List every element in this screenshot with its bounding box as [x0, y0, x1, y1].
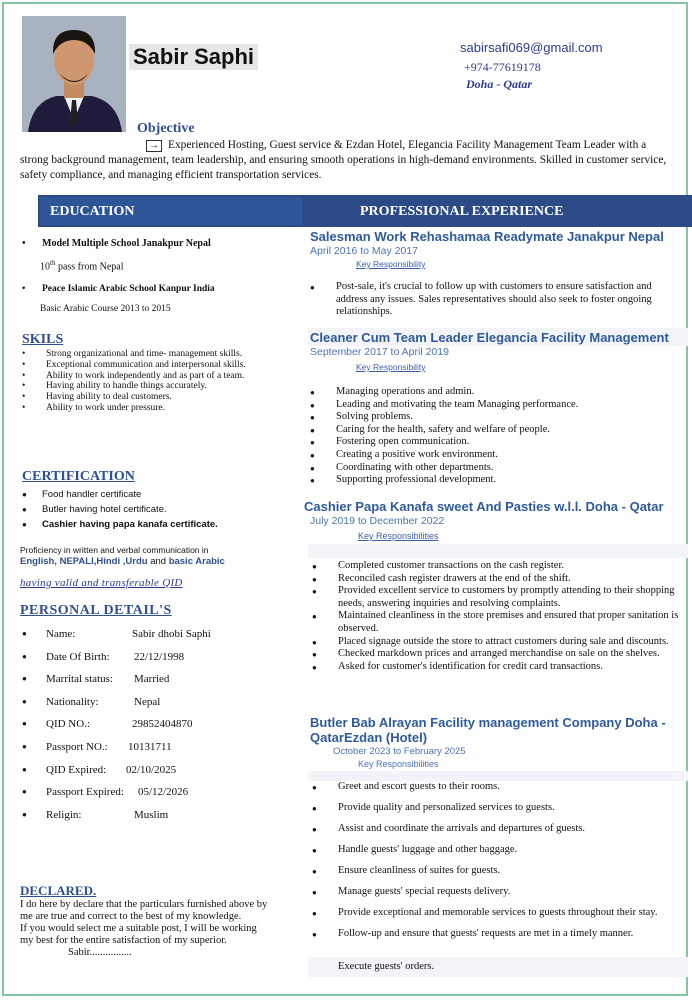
duty-item: ● Post-sale, it's crucial to follow up with customers to ensure satisfaction and address any issues. Sales representatives should also seek to foster ongoing relationships. [310, 281, 682, 319]
job-title: Butler Bab Alrayan Facility management Company Doha -Qatar [310, 715, 666, 745]
duty-item: ● Follow-up and ensure that guests' requests are met in a timely manner. [312, 928, 684, 940]
duty-item: ● Reconciled cash register drawers at the end of the shift. [312, 573, 682, 586]
job-date: July 2019 to December 2022 [310, 515, 445, 527]
job-duties [310, 386, 682, 487]
education-detail: Basic Arabic Course 2013 to 2015 [40, 304, 171, 315]
education-school: • Peace Islamic Arabic School Kanpur India [22, 284, 292, 294]
duty-item: ● Managing operations and admin. [310, 386, 682, 399]
duty-item: ● Provide quality and personalized services to guests. [312, 802, 684, 814]
certification-title: CERTIFICATION [22, 469, 135, 484]
duty-item: ● Solving problems. [310, 411, 682, 424]
personal-row: ● Marrital status: Married [22, 673, 170, 686]
duty-item: ● Placed signage outside the store to attract customers during sale and discounts. [312, 636, 682, 649]
personal-row: ● Religin: Muslim [22, 808, 169, 821]
job-date: April 2016 to May 2017 [310, 245, 418, 257]
duty-item: ● Completed customer transactions on the cash register. [312, 560, 682, 573]
duty-item: ● Leading and motivating the team Managing performance. [310, 399, 682, 412]
objective-title: Objective [137, 121, 195, 136]
skill-item: • Ability to work under pressure. [22, 403, 252, 414]
personal-row: ● Passport NO.: 10131711 [22, 740, 172, 753]
personal-list [22, 628, 282, 831]
skill-item: • Ability to work independently and as part of a team. [22, 371, 252, 382]
shade-strip [308, 771, 688, 781]
education-heading: EDUCATION [50, 204, 135, 219]
location-text: Doha - Qatar [466, 77, 533, 91]
certification-item: ● Butler having hotel certificate. [22, 504, 167, 515]
duty-item: ● Greet and escort guests to their rooms. [312, 781, 684, 793]
personal-row: ● Passport Expired: 05/12/2026 [22, 786, 189, 799]
duty-item: ● Supporting professional development. [310, 474, 682, 487]
skill-item: • Having ability to handle things accurately. [22, 381, 252, 392]
arrow-icon: → [146, 140, 162, 152]
education-detail: 10th pass from Nepal [40, 259, 124, 273]
personal-title: PERSONAL DETAIL'S [20, 603, 172, 618]
duty-item: ● Provided excellent service to customers by promptly attending to their shopping needs, answering inquiries and resolving complaints. [312, 585, 682, 610]
duty-item: ● Asked for customer's identification for credit card transactions. [312, 661, 682, 674]
certification-item: ● Food handler certificate [22, 489, 142, 500]
skills-list [22, 349, 252, 414]
declared-paragraph: I do here by declare that the particulars furnished above by me are true and correct to the best of my knowledge. [20, 899, 268, 922]
declared-title: DECLARED. [20, 883, 97, 898]
certification-item: ● Cashier having papa kanafa certificate. [22, 519, 218, 530]
job-title: Cleaner Cum Team Leader Elegancia Facility Management [310, 330, 669, 345]
duty-item: ● Coordinating with other departments. [310, 462, 682, 475]
shade-strip [308, 544, 688, 558]
duty-item: ● Caring for the health, safety and welfare of people. [310, 424, 682, 437]
profile-photo [22, 16, 126, 132]
education-school: • Model Multiple School Janakpur Nepal [22, 238, 292, 249]
declared-paragraph: If you would select me a suitable post, I will be working my best for the entire satisfaction of my superior. Sabir................ [20, 923, 257, 958]
job-title: Salesman Work Rehashamaa Readymate Janakpur Nepal [310, 229, 664, 244]
job-duties [310, 281, 682, 319]
duty-item: ● Ensure cleanliness of suites for guests. [312, 865, 684, 877]
personal-row: ● Nationality: Nepal [22, 695, 161, 708]
key-responsibility-label: Key Responsibilities [358, 531, 439, 541]
email-text[interactable]: sabirsafi069@gmail.com [460, 40, 603, 55]
objective-text [20, 138, 670, 183]
duty-item: ● Checked markdown prices and arranged merchandise on sale on the shelves. [312, 648, 682, 661]
skill-item: • Strong organizational and time- management skills. [22, 349, 252, 360]
personal-row: ● QID NO.: 29852404870 [22, 718, 193, 731]
candidate-name: Sabir Saphi [129, 44, 258, 70]
duty-item: ● Fostering open communication. [310, 436, 682, 449]
duty-item: ● Assist and coordinate the arrivals and departures of guests. [312, 823, 684, 835]
duty-item: ● Maintained cleanliness in the store premises and ensured that proper sanitation is observed. [312, 610, 682, 635]
extra-duty: Execute guests' orders. [338, 961, 435, 972]
skill-item: • Exceptional communication and interpersonal skills. [22, 360, 252, 371]
declared-text [20, 899, 270, 959]
job-date: September 2017 to April 2019 [310, 346, 449, 358]
duty-item: ● Provide exceptional and memorable services to guests throughout their stay. [312, 907, 684, 919]
key-responsibility-label: Key Responsibilities [358, 759, 439, 769]
signature-text: Sabir................ [68, 947, 132, 958]
personal-row: ● Name: Sabir dhobi Saphi [22, 628, 211, 640]
experience-heading: PROFESSIONAL EXPERIENCE [360, 204, 564, 219]
personal-row: ● Date Of Birth: 22/12/1998 [22, 650, 185, 663]
duty-item: ● Handle guests' luggage and other baggage. [312, 844, 684, 856]
job-title-line2: Ezdan (Hotel) [344, 730, 428, 745]
education-list [22, 238, 292, 314]
proficiency-text: Proficiency in written and verbal communication in [20, 545, 209, 555]
key-responsibility-label: Key Responsibility [356, 362, 426, 372]
skills-title: SKILS [22, 332, 64, 347]
job-duties [312, 781, 684, 940]
languages-line: English, NEPALI,Hindi ,Urdu and basic Arabic [20, 556, 225, 567]
duty-item: ● Creating a positive work environment. [310, 449, 682, 462]
objective-body: Experienced Hosting, Guest service & Ezdan Hotel, Elegancia Facility Management Team Leader with a strong background management, team leadership, and ensuring smooth operations in high-demand environments. Skilled in customer service, safety compliance, and managing efficient transportation services. [20, 139, 667, 181]
key-responsibility-label: Key Responsibility [356, 259, 426, 269]
qid-note: having valid and transferable QID [20, 577, 183, 589]
certification-list [22, 487, 272, 532]
duty-item: ● Manage guests' special requests delivery. [312, 886, 684, 898]
phone-text: +974-77619178 [464, 60, 541, 74]
personal-row: ● QID Expired: 02/10/2025 [22, 763, 177, 776]
job-date: October 2023 to February 2025 [333, 746, 466, 757]
skill-item: • Having ability to deal customers. [22, 392, 252, 403]
job-title: Cashier Papa Kanafa sweet And Pasties w.l.l. Doha - Qatar [304, 499, 664, 514]
job-duties [312, 560, 682, 673]
